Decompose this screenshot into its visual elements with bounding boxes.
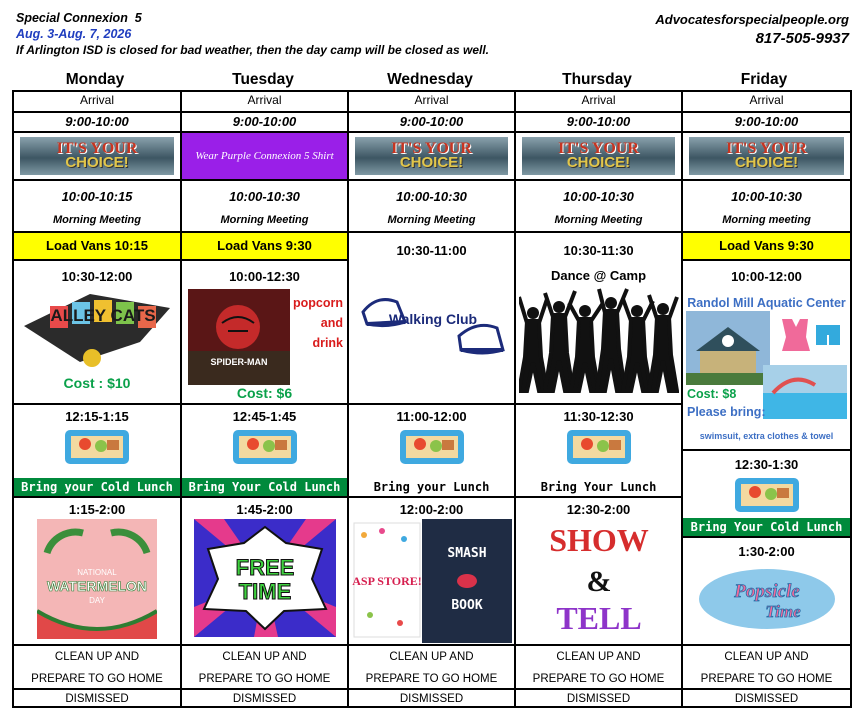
cleanup-cell (683, 646, 850, 690)
pool-photo (763, 365, 847, 419)
please-bring-label: Please bring: (687, 405, 766, 419)
cost-label: Cost: $6 (236, 385, 293, 401)
svg-text:Walking Club: Walking Club (388, 311, 477, 327)
svg-text:SPIDER-MAN: SPIDER-MAN (210, 357, 268, 367)
cleanup-cell (516, 646, 681, 690)
cost-label: Cost: $8 (687, 387, 737, 401)
movie-poster-image (188, 289, 290, 385)
activity-cell (516, 233, 681, 405)
cleanup-line: PREPARE TO GO HOME (31, 673, 163, 685)
lunchbox-icon (731, 472, 803, 516)
arrival-cell: Arrival (683, 92, 850, 113)
cleanup-line: CLEAN UP AND (222, 651, 307, 663)
afternoon-time: 1:15-2:00 (68, 502, 126, 517)
lunch-time: 12:15-1:15 (65, 409, 129, 424)
activity-cell (182, 261, 347, 405)
bring-lunch-banner: Bring Your Lunch (516, 478, 681, 496)
activity-label: Dance @ Camp (550, 268, 647, 283)
cleanup-line: CLEAN UP AND (556, 651, 641, 663)
dismissed-cell: DISMISSED (232, 693, 297, 705)
lunch-time: 11:00-12:00 (396, 409, 467, 424)
lunch-cell (683, 451, 850, 538)
dismissed-cell: DISMISSED (65, 693, 129, 705)
column-thursday (516, 92, 681, 706)
afternoon-cell (182, 498, 347, 646)
svg-text:ALLEY CATS: ALLEY CATS (49, 306, 156, 325)
load-vans: Load Vans 9:30 (683, 233, 850, 261)
meeting-label: Morning Meeting (220, 214, 309, 226)
aquatic-center-photo (686, 311, 770, 385)
morning-meeting-cell (349, 181, 514, 233)
svg-text:ASP STORE!: ASP STORE! (351, 574, 422, 588)
bring-items-label: swimsuit, extra clothes & towel (699, 431, 834, 441)
purple-shirt-banner (182, 133, 347, 181)
arrival-time: 9:00-10:00 (182, 113, 347, 133)
its-your-choice-image: IT'S YOUR CHOICE! (349, 133, 514, 181)
svg-text:NATIONAL: NATIONAL (77, 568, 117, 577)
activity-cell (683, 261, 850, 451)
svg-text:SHOW: SHOW (548, 522, 649, 558)
its-your-choice-image: IT'S YOUR CHOICE! (683, 133, 850, 181)
bring-lunch-banner: Bring your Lunch (349, 478, 514, 496)
its-your-choice-image: IT'S YOUR CHOICE! (516, 133, 681, 181)
watermelon-day-image (37, 519, 157, 639)
lunch-time: 12:30-1:30 (734, 457, 799, 472)
afternoon-cell (349, 498, 514, 646)
afternoon-time: 12:30-2:00 (566, 502, 631, 517)
its-your-choice-image: IT'S YOUR CHOICE! (14, 133, 180, 181)
cleanup-line: CLEAN UP AND (54, 651, 140, 663)
free-time-image (194, 519, 336, 637)
activity-cell (14, 261, 180, 405)
meeting-label: Morning Meeting (53, 214, 141, 226)
meeting-label: Morning Meeting (387, 214, 476, 226)
svg-text:SMASH: SMASH (446, 546, 487, 561)
lunchbox-icon (229, 424, 301, 468)
meeting-time: 10:00-10:30 (229, 189, 300, 204)
bring-lunch-banner: Bring Your Cold Lunch (182, 478, 347, 496)
arrival-cell: Arrival (182, 92, 347, 113)
lunchbox-icon (563, 424, 635, 468)
show-and-tell-image (524, 517, 674, 639)
load-vans: Load Vans 10:15 (14, 233, 180, 261)
cleanup-line: CLEAN UP AND (389, 651, 474, 663)
morning-meeting-cell (14, 181, 180, 233)
day-tuesday: Tuesday (232, 71, 294, 88)
alley-cats-logo (20, 288, 175, 368)
svg-text:WATERMELON: WATERMELON (46, 578, 148, 594)
afternoon-time: 12:00-2:00 (399, 502, 464, 517)
meeting-time: 10:00-10:15 (61, 189, 133, 204)
cost-label: Cost : $10 (63, 375, 131, 391)
afternoon-cell (516, 498, 681, 646)
dancers-silhouette-image (519, 287, 679, 395)
morning-meeting-cell (683, 181, 850, 233)
column-wednesday (349, 92, 514, 706)
lunch-time: 12:45-1:45 (232, 409, 297, 424)
svg-text:&: & (586, 565, 611, 598)
meeting-label: Morning meeting (722, 214, 811, 226)
bring-lunch-banner: Bring Your Cold Lunch (683, 518, 850, 536)
svg-text:FREE: FREE (235, 555, 294, 580)
dismissed-cell: DISMISSED (399, 693, 464, 705)
day-friday: Friday (740, 71, 788, 88)
afternoon-cell (14, 498, 180, 646)
arrival-cell: Arrival (14, 92, 180, 113)
svg-text:Time: Time (764, 602, 801, 621)
svg-text:BOOK: BOOK (450, 598, 483, 613)
activity-time: 10:30-11:00 (396, 243, 467, 258)
swimsuit-icon (778, 315, 844, 355)
cleanup-line: CLEAN UP AND (724, 651, 809, 663)
cleanup-line: PREPARE TO GO HOME (365, 673, 498, 685)
walking-club-image (357, 284, 507, 364)
afternoon-time: 1:45-2:00 (236, 502, 293, 517)
activity-time: 10:00-12:30 (229, 269, 300, 284)
cleanup-line: PREPARE TO GO HOME (700, 673, 833, 685)
svg-text:Popsicle: Popsicle (733, 581, 800, 602)
camp-dates: Aug. 3-Aug. 7, 2026 (16, 27, 132, 41)
arrival-time: 9:00-10:00 (516, 113, 681, 133)
activity-time: 10:30-12:00 (61, 269, 133, 284)
schedule-grid (12, 90, 852, 708)
bring-lunch-banner: Bring your Cold Lunch (14, 478, 180, 496)
dismissed-cell: DISMISSED (566, 693, 631, 705)
svg-text:DAY: DAY (89, 596, 105, 605)
popsicle-time-image (697, 563, 837, 633)
popcorn-drink-note: popcorn and drink (293, 296, 343, 350)
afternoon-time: 1:30-2:00 (738, 544, 795, 559)
phone-number: 817-505-9937 (755, 30, 849, 47)
morning-meeting-cell (182, 181, 347, 233)
website-link[interactable]: Advocatesforspecialpeople.org (655, 12, 849, 27)
activity-time: 10:30-11:30 (563, 243, 634, 258)
activity-cell (349, 233, 514, 405)
load-vans: Load Vans 9:30 (182, 233, 347, 261)
day-headers (12, 70, 852, 90)
asp-store-smash-book-image (352, 519, 512, 643)
meeting-time: 10:00-10:30 (563, 189, 634, 204)
arrival-cell: Arrival (516, 92, 681, 113)
lunch-time: 11:30-12:30 (563, 409, 634, 424)
column-monday (14, 92, 180, 706)
purple-shirt-label: Wear Purple Connexion 5 Shirt (182, 133, 347, 179)
arrival-cell: Arrival (349, 92, 514, 113)
svg-text:TIME: TIME (238, 579, 291, 604)
morning-meeting-cell (516, 181, 681, 233)
lunchbox-icon (61, 424, 133, 468)
camp-title: Special Connexion 5 (16, 11, 142, 25)
meeting-time: 10:00-10:30 (396, 189, 467, 204)
column-friday (683, 92, 850, 706)
arrival-time: 9:00-10:00 (683, 113, 850, 133)
cleanup-cell (349, 646, 514, 690)
cleanup-line: PREPARE TO GO HOME (198, 673, 331, 685)
cleanup-cell (14, 646, 180, 690)
column-tuesday (182, 92, 347, 706)
lunch-cell (516, 405, 681, 498)
day-monday: Monday (65, 71, 125, 88)
meeting-time: 10:00-10:30 (731, 189, 802, 204)
cleanup-line: PREPARE TO GO HOME (532, 673, 665, 685)
cleanup-cell (182, 646, 347, 690)
header-right (655, 10, 849, 48)
meeting-label: Morning Meeting (554, 214, 643, 226)
day-wednesday: Wednesday (387, 71, 473, 88)
svg-text:TELL: TELL (555, 600, 642, 636)
arrival-time: 9:00-10:00 (14, 113, 180, 133)
dismissed-cell: DISMISSED (734, 693, 799, 705)
header-left (16, 10, 489, 58)
arrival-time: 9:00-10:00 (349, 113, 514, 133)
activity-time: 10:00-12:00 (731, 269, 802, 284)
day-thursday: Thursday (562, 71, 632, 88)
aquatic-center-name: Randol Mill Aquatic Center (687, 296, 846, 310)
lunchbox-icon (396, 424, 468, 468)
weather-notice: If Arlington ISD is closed for bad weather, then the day camp will be closed as well. (16, 43, 489, 57)
afternoon-cell (683, 538, 850, 646)
lunch-cell (349, 405, 514, 498)
lunch-cell (182, 405, 347, 498)
lunch-cell (14, 405, 180, 498)
